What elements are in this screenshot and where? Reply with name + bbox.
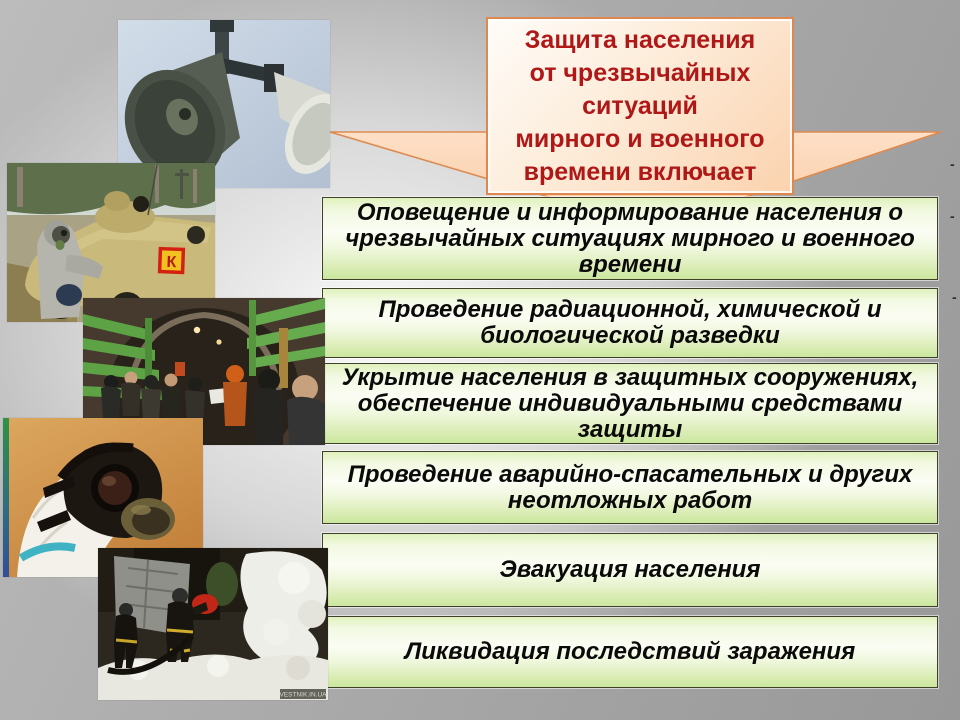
title-line: Защита населения: [524, 25, 756, 54]
photo-firefighters: [98, 548, 328, 700]
item-box-4: [322, 451, 938, 524]
item-box-1: [322, 197, 938, 280]
item-box-2: [322, 288, 938, 358]
title-line: от чрезвычайных: [529, 58, 751, 87]
title-callout: [486, 17, 794, 195]
title-line: ситуаций: [582, 91, 698, 120]
sign-letter: К: [166, 253, 177, 272]
item-box-5: [322, 533, 938, 607]
edge-mark-2: -: [950, 208, 955, 224]
item-text-2: Проведение радиационной, химической и биологической разведки: [378, 296, 882, 349]
item-box-6: [322, 616, 938, 688]
item-text-5: Эвакуация населения: [499, 556, 761, 583]
firefighters-image: [98, 548, 328, 700]
item-text-1: Оповещение и информирование населения о чрезвычайных ситуациях мирного и военного времени: [345, 198, 915, 278]
photo-edge-stripe: [3, 418, 9, 577]
item-box-3: [322, 363, 938, 444]
vehicle-sign-k: [160, 249, 184, 273]
item-text-4: Проведение аварийно-спасательных и других неотложных работ: [347, 460, 913, 514]
edge-mark-1: -: [950, 156, 955, 172]
item-text-3: Укрытие населения в защитных сооружениях, обеспечение индивидуальными средствами защиты: [341, 363, 919, 443]
item-text-6: Ликвидация последствий заражения: [404, 638, 856, 665]
watermark-text: VESTNIK.IN.UA: [279, 691, 327, 699]
title-line: времени включает: [523, 157, 757, 186]
edge-mark-3: -: [952, 289, 957, 305]
title-line: мирного и военного: [515, 124, 765, 153]
watermark: [280, 689, 328, 699]
